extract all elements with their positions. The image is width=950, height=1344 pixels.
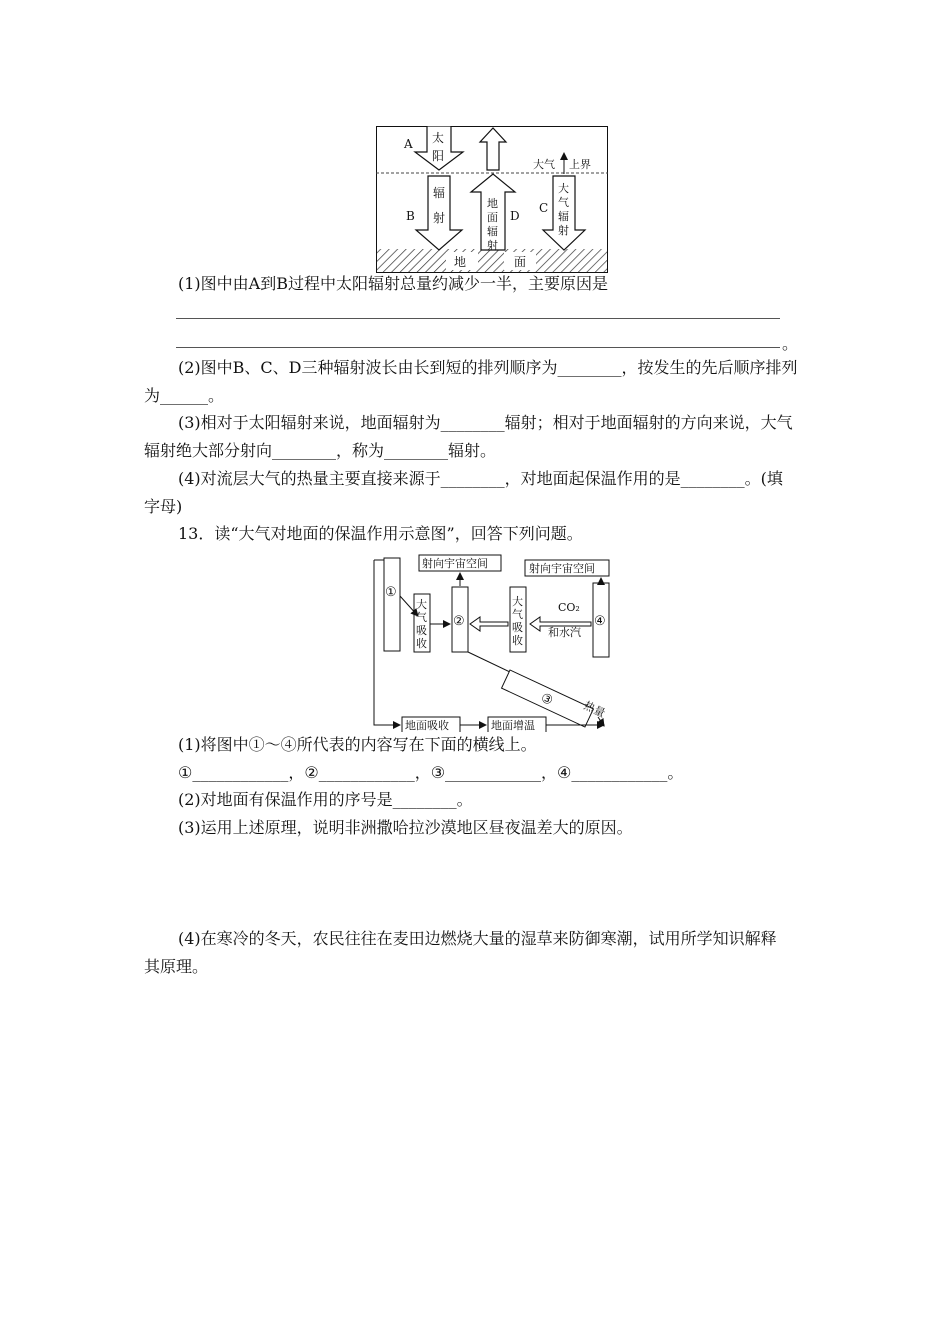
svg-text:气: 气 [512,608,523,621]
label-D: D [510,209,520,223]
svg-text:热量: 热量 [581,698,608,721]
svg-text:辐: 辐 [558,210,569,223]
q12-part2-b: 为______。 [144,386,225,405]
q13-part1-blanks[interactable]: ①____________，②____________，③____________，④____________。 [178,763,684,782]
svg-text:射: 射 [433,211,446,225]
svg-text:大: 大 [512,595,523,608]
q13-part2: (2)对地面有保温作用的序号是________。 [178,790,473,809]
q12-part3-a: (3)相对于太阳辐射来说，地面辐射为________辐射；相对于地面辐射的方向来说，大气 [178,413,793,432]
svg-text:上界: 上界 [569,158,591,171]
svg-text:射向宇宙空间: 射向宇宙空间 [422,557,488,570]
label-C: C [539,201,549,215]
q13-part1: (1)将图中①～④所代表的内容写在下面的横线上。 [178,735,537,754]
svg-text:气: 气 [558,196,569,209]
box-1 [384,558,400,651]
q13-title: 13．读“大气对地面的保温作用示意图”，回答下列问题。 [178,524,583,543]
q12-part2-a: (2)图中B、C、D三种辐射波长由长到短的排列顺序为________，按发生的先后顺序排列 [178,358,798,377]
svg-text:辐: 辐 [487,225,498,238]
svg-text:④: ④ [594,614,606,629]
answer-line-1[interactable] [176,318,780,319]
svg-text:②: ② [453,614,465,629]
svg-text:面: 面 [514,255,527,269]
svg-text:射: 射 [558,224,569,237]
svg-text:地: 地 [454,255,467,269]
svg-text:地面吸收: 地面吸收 [405,719,449,732]
svg-text:太: 太 [432,131,445,145]
svg-text:③: ③ [538,690,556,710]
label-B: B [406,209,415,223]
svg-text:吸: 吸 [512,621,523,634]
svg-text:射向宇宙空间: 射向宇宙空间 [529,562,595,575]
svg-text:射: 射 [487,239,498,252]
svg-text:地面增温: 地面增温 [491,719,535,732]
label-A: A [404,137,413,151]
svg-text:和水汽: 和水汽 [548,626,581,639]
svg-text:大: 大 [416,598,427,611]
svg-text:地: 地 [487,197,498,210]
svg-text:辐: 辐 [433,186,446,200]
q12-part4-a: (4)对流层大气的热量主要直接来源于________，对地面起保温作用的是________。(填 [178,469,783,488]
svg-text:面: 面 [487,211,498,224]
radiation-diagram [376,126,608,273]
hollow-arrow-1 [470,617,508,631]
svg-text:收: 收 [512,634,523,647]
q12-part3-b: 辐射绝大部分射向________，称为________辐射。 [144,441,497,460]
svg-text:收: 收 [416,637,427,650]
reflected-arrow [480,128,506,170]
q12-part1: (1)图中由A到B过程中太阳辐射总量约减少一半，主要原因是 [178,274,608,293]
svg-text:大: 大 [558,182,569,195]
svg-text:CO₂: CO₂ [558,601,580,614]
q13-part4-b: 其原理。 [144,957,209,976]
svg-text:气: 气 [416,611,427,624]
q12-part1-end: 。 [782,334,799,353]
svg-text:①: ① [385,585,397,600]
ground-hatch [377,249,607,272]
q12-part4-b: 字母) [144,497,183,516]
insulation-diagram [370,552,614,732]
q13-part4-a: (4)在寒冷的冬天，农民往往在麦田边燃烧大量的湿草来防御寒潮，试用所学知识解释 [178,929,777,948]
svg-text:大气: 大气 [533,158,555,171]
q13-part3: (3)运用上述原理，说明非洲撒哈拉沙漠地区昼夜温差大的原因。 [178,818,633,837]
svg-text:吸: 吸 [416,624,427,637]
svg-text:阳: 阳 [432,149,445,163]
answer-line-2[interactable] [176,347,780,348]
